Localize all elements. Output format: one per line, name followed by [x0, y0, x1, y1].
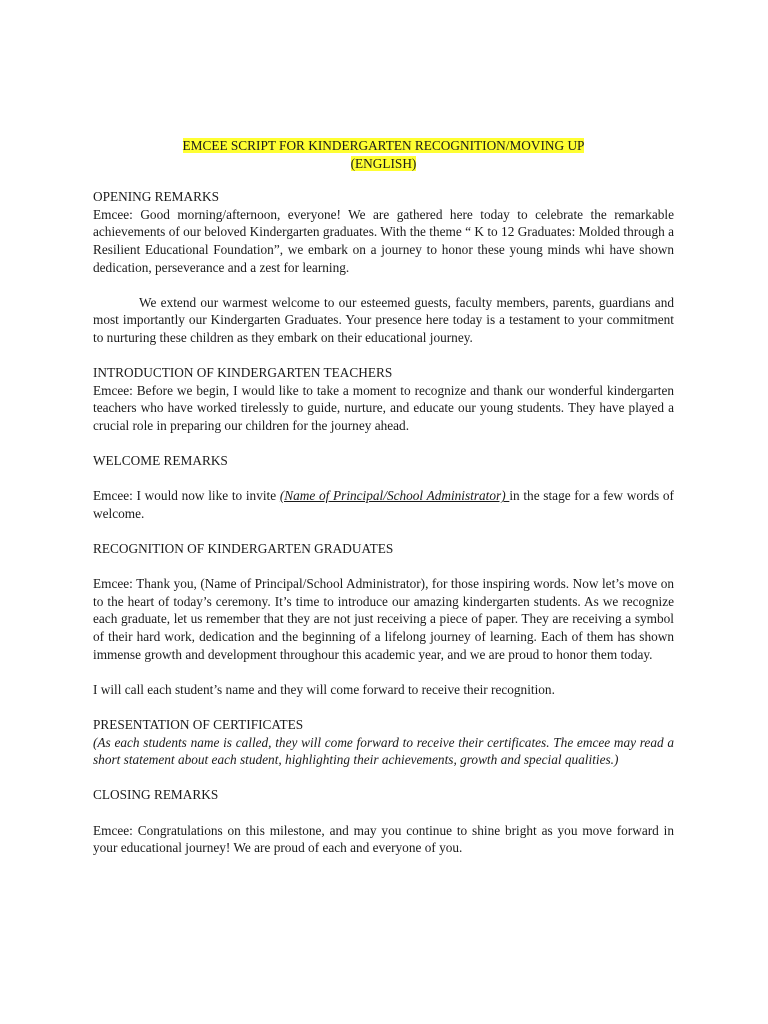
call-names-paragraph: I will call each student’s name and they will come forward to receive their recognition. [93, 681, 555, 697]
welcome-text-after: in the stage for a few words of welcome. [93, 488, 674, 521]
welcome-guests-paragraph: We extend our warmest welcome to our esteemed guests, faculty members, parents, guardians and most importantly our Kindergarten Graduates. Your presence here today is a testament to your commitment to nurturing these children as they embark on their educational journey. [93, 294, 674, 345]
teachers-heading: INTRODUCTION OF KINDERGARTEN TEACHERS [93, 365, 393, 381]
certificates-note: (As each students name is called, they will come forward to receive their certificates. The emcee may read a short statement about each student, highlighting their achievements, growth and special qualities.) [93, 734, 674, 768]
title-line-2: (ENGLISH) [350, 155, 417, 171]
recognition-paragraph: Emcee: Thank you, (Name of Principal/School Administrator), for those inspiring words. Now let’s move on to the heart of today’s ceremony. It’s time to introduce our amazing kindergarten students. As we recognize each graduate, let us remember that they are not just receiving a piece of paper. They are receiving a symbol of their hard work, dedication and the beginning of a lifelong journey of learning. Each of them has shown immense growth and development throughour this academic year, and we are proud to honor them today. [93, 576, 674, 662]
certificates-heading: PRESENTATION OF CERTIFICATES [93, 717, 304, 732]
document-page [93, 137, 674, 857]
document-title [93, 137, 674, 172]
teachers-paragraph: Emcee: Before we begin, I would like to take a moment to recognize and thank our wonderful kindergarten teachers who have worked tirelessly to guide, nurture, and educate our young students. They have played a crucial role in preparing our children for the journey ahead. [93, 382, 674, 433]
welcome-text-before: Emcee: I would now like to invite [93, 488, 280, 504]
welcome-remarks-paragraph [93, 487, 674, 522]
opening-remarks-heading: OPENING REMARKS [93, 189, 219, 205]
principal-name-placeholder: (Name of Principal/School Administrator) [279, 488, 510, 504]
closing-remarks-paragraph: Emcee: Congratulations on this milestone, and may you continue to shine bright as you move forward in your educational journey! We are proud of each and everyone of you. [93, 822, 674, 856]
opening-remarks-paragraph: Emcee: Good morning/afternoon, everyone! We are gathered here today to celebrate the remarkable achievements of our beloved Kindergarten graduates. With the theme “ K to 12 Graduates: Molded through a Resilient Educational Foundation”, we embark on a journey to honor these young minds whi have shown dedication, perseverance and a zest for learning. [93, 206, 674, 275]
closing-remarks-heading: CLOSING REMARKS [93, 787, 219, 803]
recognition-heading: RECOGNITION OF KINDERGARTEN GRADUATES [93, 541, 394, 557]
welcome-remarks-heading: WELCOME REMARKS [93, 453, 228, 469]
title-line-1: EMCEE SCRIPT FOR KINDERGARTEN RECOGNITION/MOVING UP [182, 138, 585, 153]
